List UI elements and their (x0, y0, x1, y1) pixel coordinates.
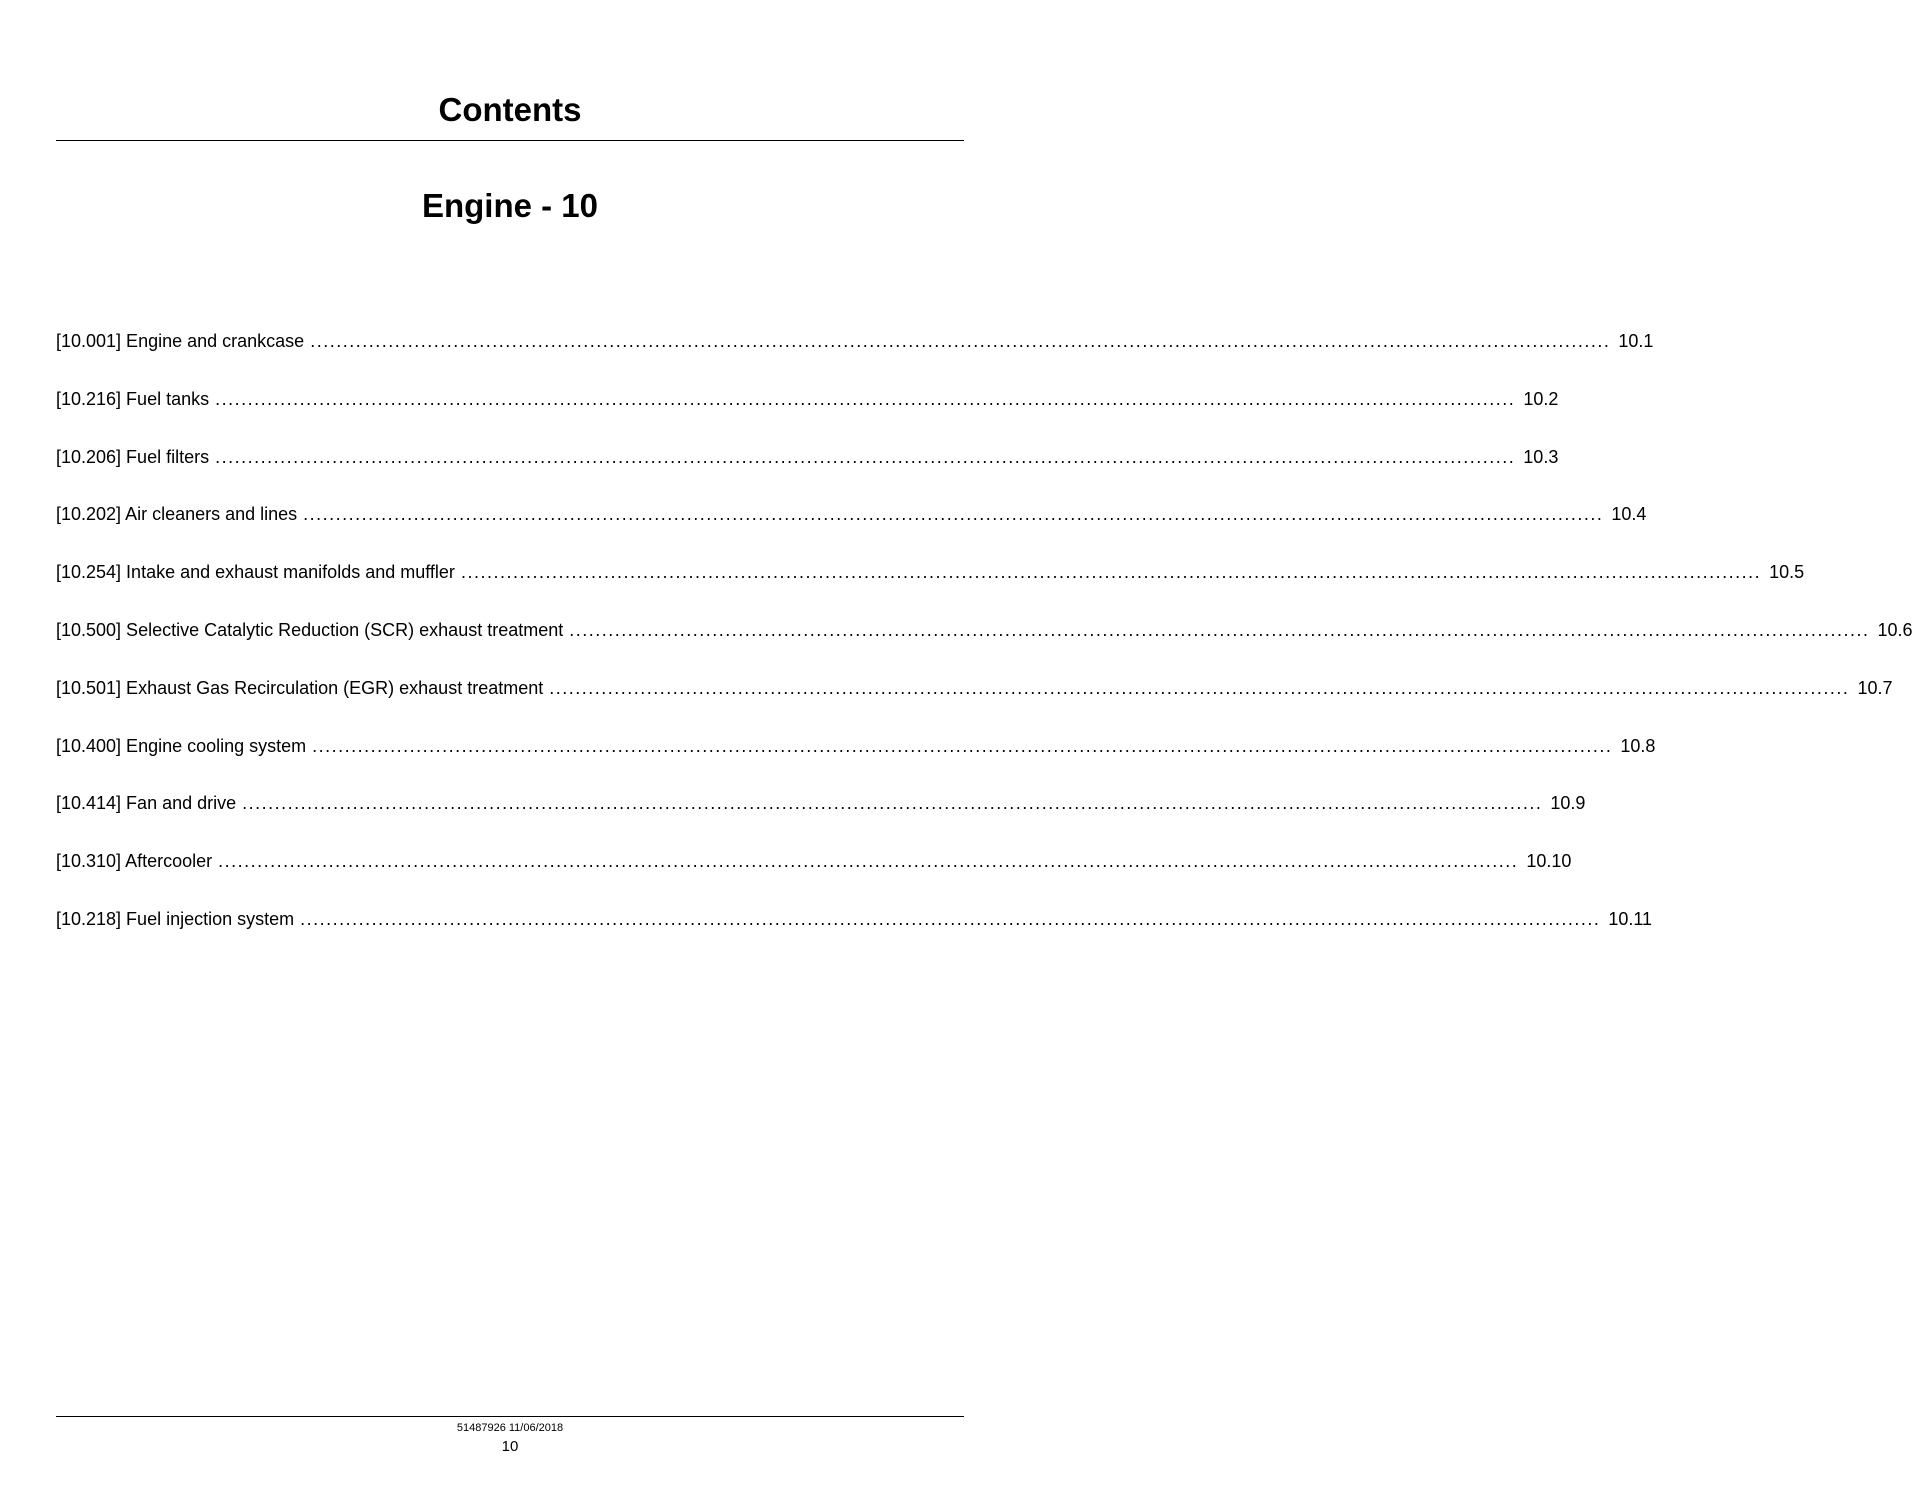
toc-entry-page: 10.3 (1523, 446, 1559, 467)
toc-entry-label: [10.216] Fuel tanks (56, 388, 210, 409)
toc-leader-dots: ........................................................................................................................................................................................................ (300, 908, 1601, 929)
toc-entry-page: 10.7 (1857, 677, 1893, 698)
toc-entry[interactable] (56, 499, 1647, 557)
toc-entry-label: [10.501] Exhaust Gas Recirculation (EGR) exhaust treatment (56, 677, 544, 698)
toc-entry-page: 10.1 (1618, 331, 1654, 351)
toc-entry-label: [10.414] Fan and drive (56, 793, 237, 814)
footer-divider (56, 1416, 964, 1417)
toc-entry-label: [10.218] Fuel injection system (56, 908, 295, 929)
toc-entry[interactable] (56, 442, 1559, 500)
toc-entry-label: [10.400] Engine cooling system (56, 735, 307, 756)
toc-entry-page: 10.10 (1526, 851, 1572, 872)
toc-entry[interactable] (56, 788, 1586, 846)
toc-entry-label: [10.206] Fuel filters (56, 446, 210, 467)
toc-leader-dots: ........................................................................................................................................................................................................ (310, 331, 1611, 351)
toc-entry-page: 10.9 (1550, 793, 1586, 814)
toc-entry-page: 10.5 (1769, 562, 1805, 583)
toc-leader-dots: ........................................................................................................................................................................................................ (215, 446, 1516, 467)
toc-leader-dots: ........................................................................................................................................................................................................ (312, 735, 1613, 756)
title-divider (56, 140, 964, 141)
toc-entry-page: 10.11 (1608, 908, 1653, 929)
toc-leader-dots: ........................................................................................................................................................................................................ (242, 793, 1543, 814)
toc-entry-label: [10.310] Aftercooler (56, 851, 213, 872)
toc-leader-dots: ........................................................................................................................................................................................................ (303, 504, 1604, 525)
toc-leader-dots: ........................................................................................................................................................................................................ (569, 619, 1870, 640)
toc-entry-page: 10.4 (1611, 504, 1647, 525)
toc-entry-page: 10.8 (1620, 735, 1656, 756)
table-of-contents (56, 326, 1913, 962)
toc-entry-page: 10.2 (1523, 388, 1559, 409)
toc-entry[interactable] (56, 615, 1913, 673)
toc-entry-page: 10.6 (1877, 619, 1913, 640)
toc-entry-label: [10.500] Selective Catalytic Reduction (SCR) exhaust treatment (56, 619, 564, 640)
footer-document-code: 51487926 11/06/2018 (456, 1422, 564, 1434)
toc-leader-dots: ........................................................................................................................................................................................................ (460, 562, 1762, 583)
toc-entry[interactable] (56, 731, 1656, 789)
toc-leader-dots: ........................................................................................................................................................................................................ (549, 677, 1850, 698)
toc-entry-label: [10.202] Air cleaners and lines (56, 504, 298, 525)
toc-leader-dots: ........................................................................................................................................................................................................ (215, 388, 1516, 409)
footer-page-number: 10 (501, 1438, 519, 1455)
toc-entry[interactable] (56, 384, 1559, 442)
page-title: Contents (438, 91, 582, 128)
toc-entry[interactable] (56, 673, 1893, 731)
toc-entry-label: [10.001] Engine and crankcase (56, 331, 305, 351)
toc-entry[interactable] (56, 557, 1805, 615)
toc-entry[interactable] (56, 904, 1653, 962)
toc-entry[interactable] (56, 326, 1654, 384)
section-title: Engine - 10 (421, 187, 599, 224)
toc-entry-label: [10.254] Intake and exhaust manifolds and muffler (56, 562, 455, 583)
toc-entry[interactable] (56, 846, 1572, 904)
toc-leader-dots: ........................................................................................................................................................................................................ (218, 851, 1519, 872)
